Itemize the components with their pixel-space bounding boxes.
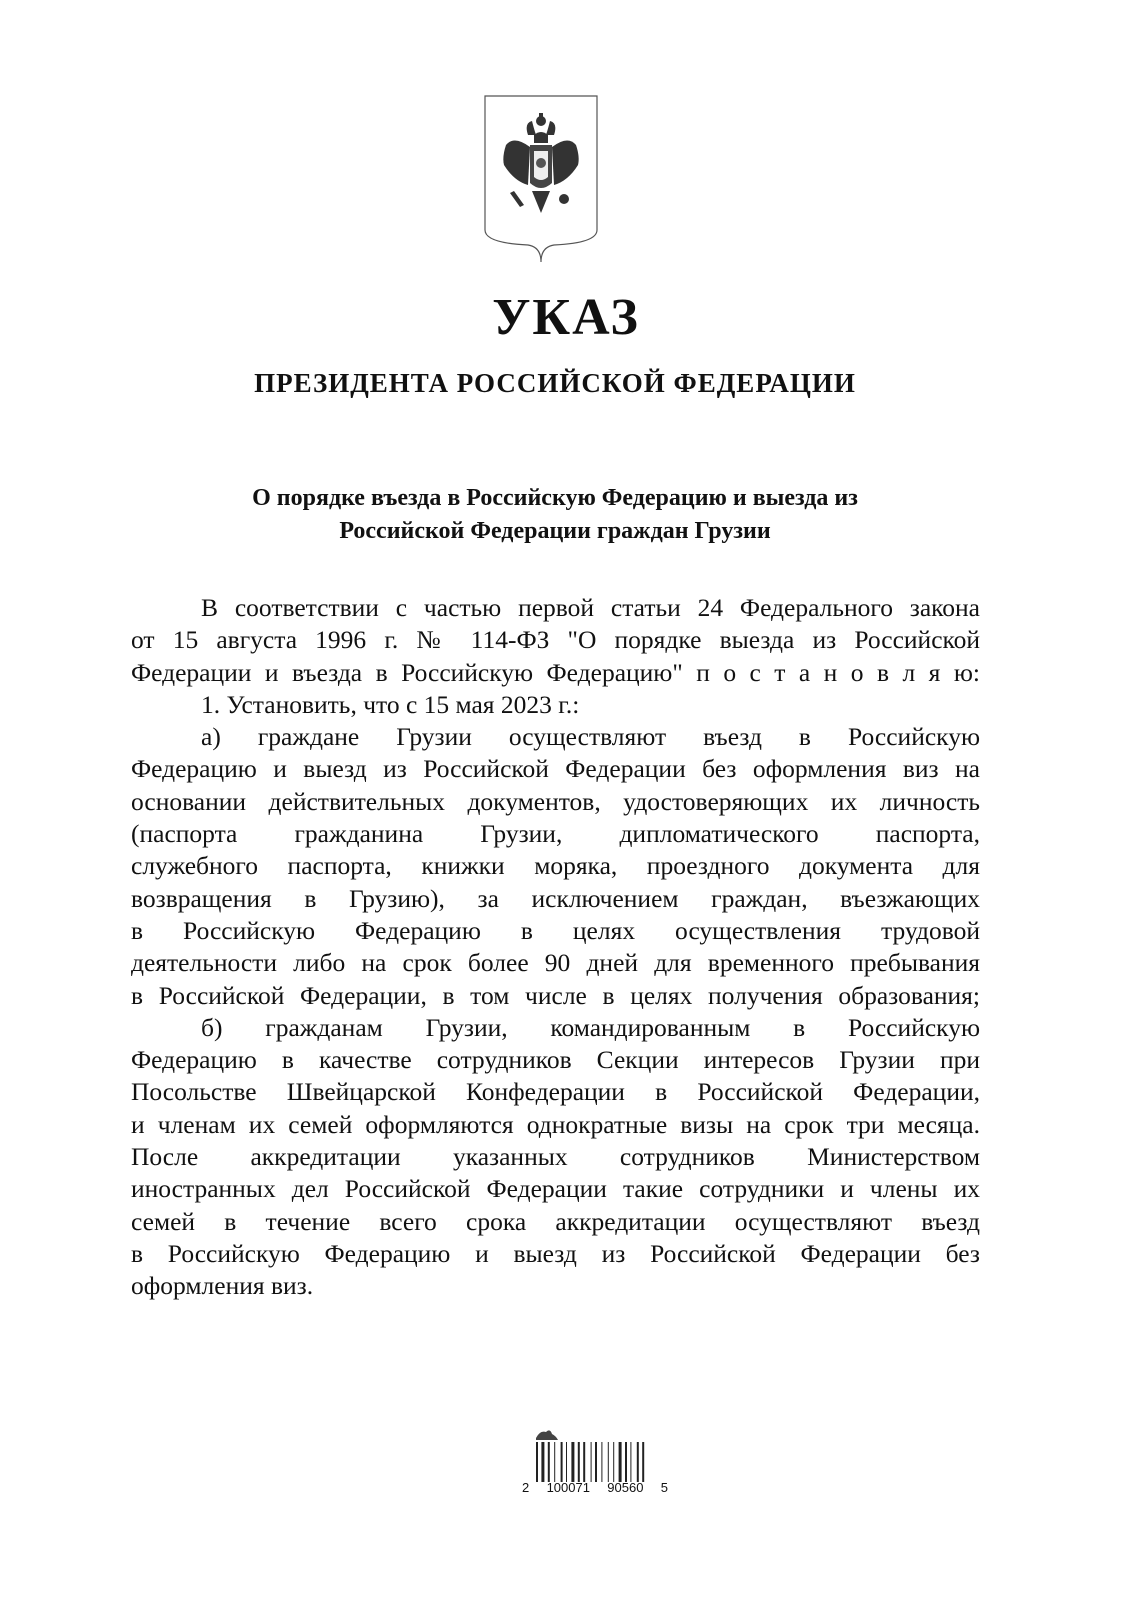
barcode-bar xyxy=(637,1442,639,1482)
paragraph-line: а) граждане Грузии осуществляют въезд в Российскую xyxy=(201,722,980,752)
barcode-bar xyxy=(578,1442,580,1482)
barcode-bar xyxy=(630,1442,631,1482)
coat-of-arms-emblem xyxy=(484,95,598,263)
paragraph-line: б) гражданам Грузии, командированным в Российскую xyxy=(201,1012,980,1042)
barcode-bar xyxy=(548,1442,550,1482)
paragraph-line: возвращения в Грузию), за исключением граждан, въезжающих xyxy=(131,883,980,913)
paragraph-line: Федерации и въезда в Российскую Федерацию" п о с т а н о в л я ю: xyxy=(131,657,980,687)
barcode-bar xyxy=(566,1442,567,1482)
paragraph-line: служебного паспорта, книжки моряка, проездного документа для xyxy=(131,851,980,881)
barcode-bar xyxy=(571,1442,574,1482)
barcode-bar xyxy=(613,1442,614,1482)
paragraph-line: в Российскую Федерацию в целях осуществления трудовой xyxy=(131,915,980,945)
paragraph-line: деятельности либо на срок более 90 дней для временного пребывания xyxy=(131,948,980,978)
barcode-bar xyxy=(541,1442,544,1482)
decree-heading xyxy=(0,482,1110,548)
paragraph-line: от 15 августа 1996 г. № 114-ФЗ "О порядке выезда из Российской xyxy=(131,625,980,655)
barcode-bar xyxy=(536,1442,538,1482)
barcode-bar xyxy=(561,1442,563,1482)
paragraph-line: Посольстве Швейцарской Конфедерации в Российской Федерации, xyxy=(131,1077,980,1107)
paragraph-line: в Российской Федерации, в том числе в целях получения образования; xyxy=(131,980,980,1010)
heading-line: О порядке въезда в Российскую Федерацию и выезда из xyxy=(252,485,858,511)
barcode-bar xyxy=(625,1442,627,1482)
barcode-bar xyxy=(619,1442,622,1482)
barcode-bar xyxy=(583,1442,585,1482)
decree-body xyxy=(131,592,980,1303)
paragraph-line: 1. Установить, что с 15 мая 2023 г.: xyxy=(201,689,580,719)
paragraph-line: Федерацию в качестве сотрудников Секции интересов Грузии при xyxy=(131,1045,980,1075)
paragraph-line: семей в течение всего срока аккредитации осуществляют въезд xyxy=(131,1206,980,1236)
paragraph-line: В соответствии с частью первой статьи 24 Федерального закона xyxy=(201,593,980,622)
paragraph-line: и членам их семей оформляются однократные визы на срок три месяца. xyxy=(131,1109,980,1139)
paragraph-line: в Российскую Федерацию и выезд из Российской Федерации без xyxy=(131,1238,980,1268)
barcode-bar xyxy=(595,1442,597,1482)
paragraph-line: После аккредитации указанных сотрудников Министерством xyxy=(131,1142,980,1172)
paragraph-line: иностранных дел Российской Федерации такие сотрудники и члены их xyxy=(131,1174,980,1204)
document-subtitle: ПРЕЗИДЕНТА РОССИЙСКОЙ ФЕДЕРАЦИИ xyxy=(254,368,856,398)
paragraph-line: (паспорта гражданина Грузии, дипломатического паспорта, xyxy=(131,819,980,849)
document-title: УКАЗ xyxy=(492,289,640,346)
barcode-digit-group: 2 xyxy=(522,1480,530,1495)
barcode-number xyxy=(522,1480,668,1495)
paragraph-line: оформления виз. xyxy=(131,1271,314,1301)
barcode-digit-group: 90560 xyxy=(607,1480,644,1495)
paragraph-line: основании действительных документов, удостоверяющих их личность xyxy=(131,786,980,816)
barcode-bar xyxy=(601,1442,602,1482)
heading-line: Российской Федерации граждан Грузии xyxy=(339,518,771,544)
barcode-bar xyxy=(554,1442,555,1482)
barcode-digit-group: 100071 xyxy=(546,1480,590,1495)
barcode-bar xyxy=(591,1442,592,1482)
barcode-digit-group: 5 xyxy=(660,1480,668,1495)
barcode-bar xyxy=(642,1442,644,1482)
barcode-bar xyxy=(608,1442,609,1482)
paragraph-line: Федерацию и выезд из Российской Федерации без оформления виз на xyxy=(131,754,980,784)
